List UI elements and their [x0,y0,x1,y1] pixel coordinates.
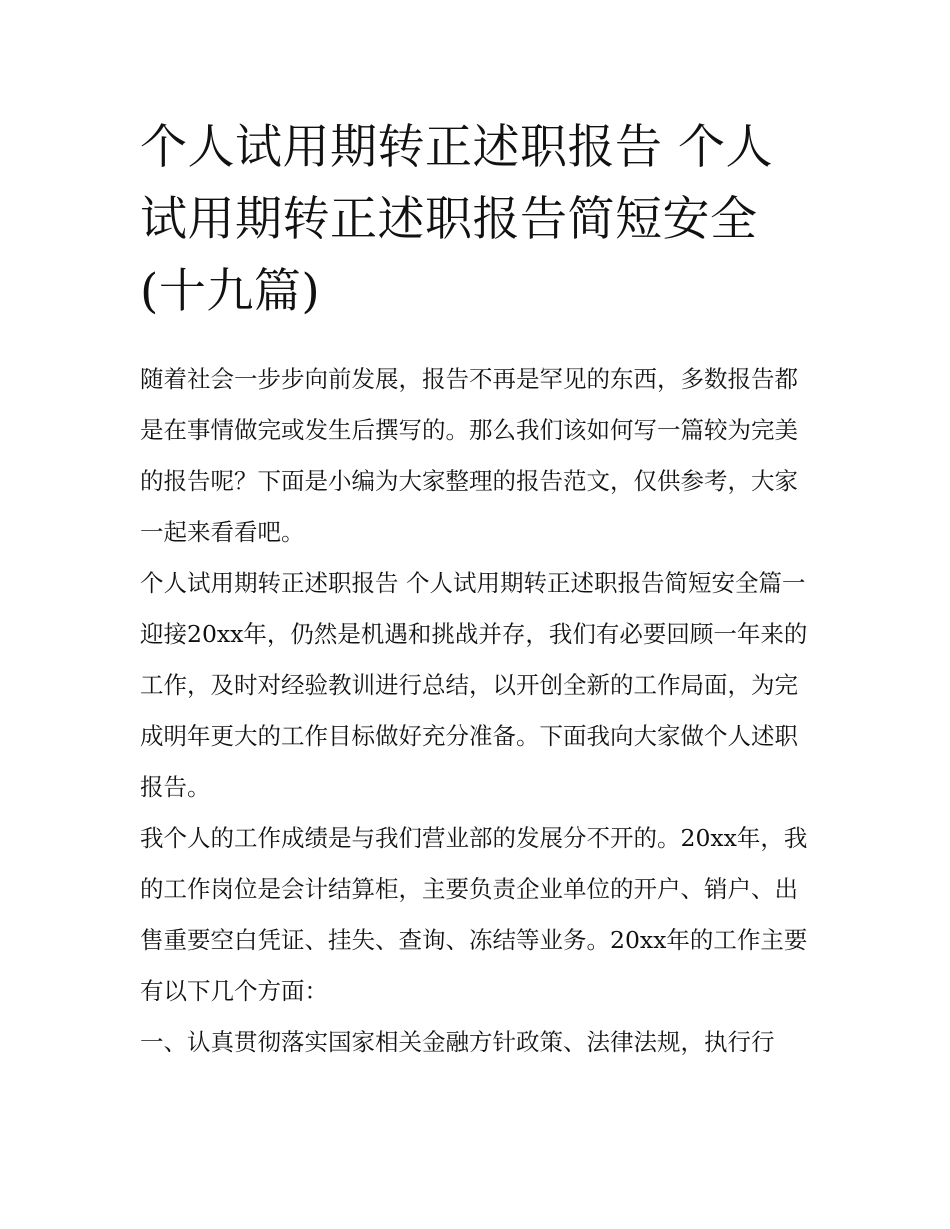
section-heading: 个人试用期转正述职报告 个人试用期转正述职报告简短安全篇一 [140,569,806,597]
document-body [140,354,820,1068]
document-title: 个人试用期转正述职报告 个人试用期转正述职报告简短安全(十九篇) [140,120,773,319]
body-paragraph: 一、认真贯彻落实国家相关金融方针政策、法律法规，执行行 [140,1028,775,1056]
body-paragraph: 我个人的工作成绩是与我们营业部的发展分不开的。20xx年，我的工作岗位是会计结算柜，主要负责企业单位的开户、销户、出售重要空白凭证、挂失、查询、冻结等业务。20xx年的工作主要有以下几个方面： [140,824,808,1005]
body-paragraph: 迎接20xx年，仍然是机遇和挑战并存，我们有必要回顾一年来的工作，及时对经验教训进行总结，以开创全新的工作局面，为完成明年更大的工作目标做好充分准备。下面我向大家做个人述职报告。 [140,620,808,801]
intro-paragraph: 随着社会一步步向前发展，报告不再是罕见的东西，多数报告都是在事情做完或发生后撰写的。那么我们该如何写一篇较为完美的报告呢？下面是小编为大家整理的报告范文，仅供参考，大家一起来看看吧。 [140,365,798,546]
